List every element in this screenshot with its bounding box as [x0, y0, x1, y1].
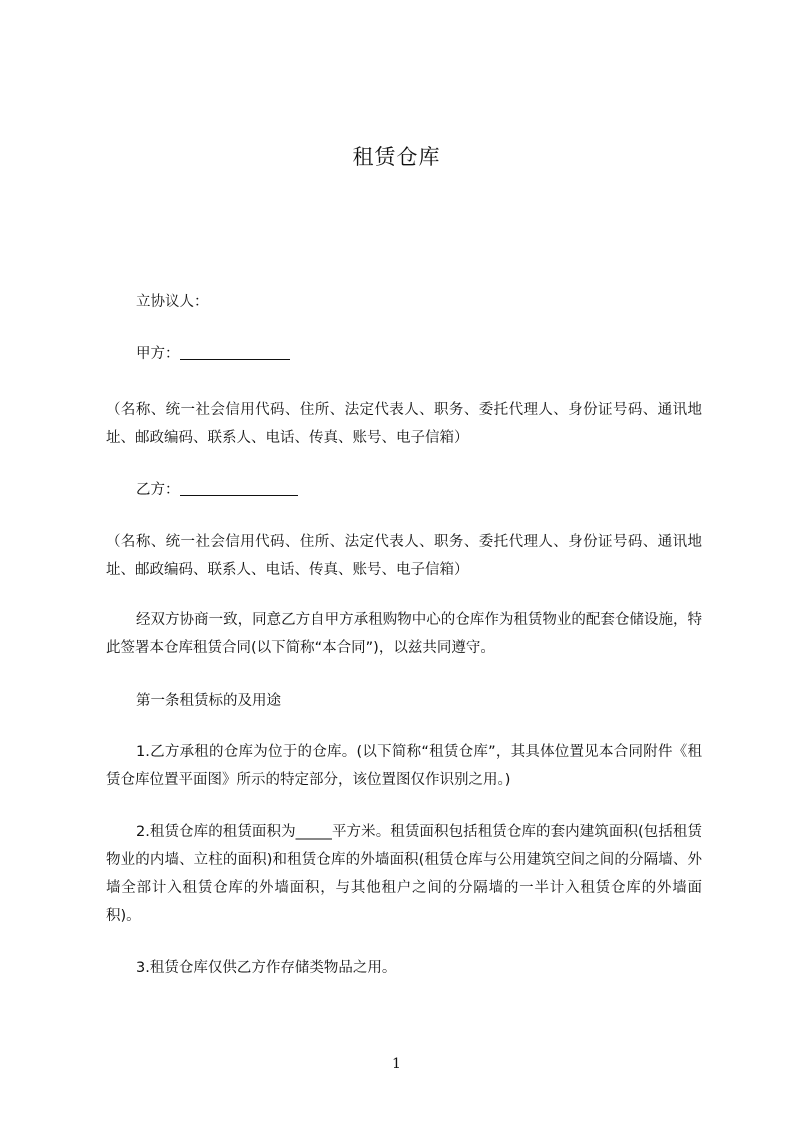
article-1-heading: 第一条租赁标的及用途 — [136, 693, 281, 709]
page-number: 1 — [392, 1056, 401, 1072]
clause-2-suffix: 平方米。租赁面积包括租赁仓库的套内建筑面积(包括租赁物业的内墙、立柱的面积)和租赁仓库的外墙面积(租赁仓库与公用建筑空间之间的分隔墙、外墙全部计入租赁仓库的外墙面积，与其他租户之间的分隔墙的一半计入租赁仓库的外墙面积)。 — [106, 824, 702, 924]
document-title: 租赁仓库 — [352, 145, 441, 169]
party-a-blank — [180, 344, 290, 360]
article-1-clause-3: 3.租赁仓库仅供乙方作存储类物品之用。 — [136, 960, 397, 976]
party-b-note: （名称、统一社会信用代码、住所、法定代表人、职务、委托代理人、身份证号码、通讯地址、邮政编码、联系人、电话、传真、账号、电子信箱） — [106, 534, 702, 578]
party-b-line — [136, 477, 298, 503]
party-a-note: （名称、统一社会信用代码、住所、法定代表人、职务、委托代理人、身份证号码、通讯地址、邮政编码、联系人、电话、传真、账号、电子信箱） — [106, 402, 702, 446]
article-1-clause-2 — [106, 818, 702, 930]
party-a-line — [136, 341, 290, 367]
article-1-clause-1: 1.乙方承租的仓库为位于的仓库。(以下简称“租赁仓库”，其具体位置见本合同附件《租赁仓库位置平面图》所示的特定部分，该位置图仅作识别之用。) — [106, 744, 702, 788]
party-b-blank — [180, 480, 298, 496]
party-b-label: 乙方： — [136, 482, 180, 498]
clause-2-prefix: 2.租赁仓库的租赁面积为 — [136, 824, 296, 840]
clause-2-area-blank: _____ — [295, 824, 332, 840]
preamble-paragraph: 经双方协商一致，同意乙方自甲方承租购物中心的仓库作为租赁物业的配套仓储设施，特此签署本仓库租赁合同(以下简称“本合同”)，以兹共同遵守。 — [106, 612, 702, 656]
party-a-label: 甲方： — [136, 346, 180, 362]
signatory-label: 立协议人： — [136, 294, 209, 310]
